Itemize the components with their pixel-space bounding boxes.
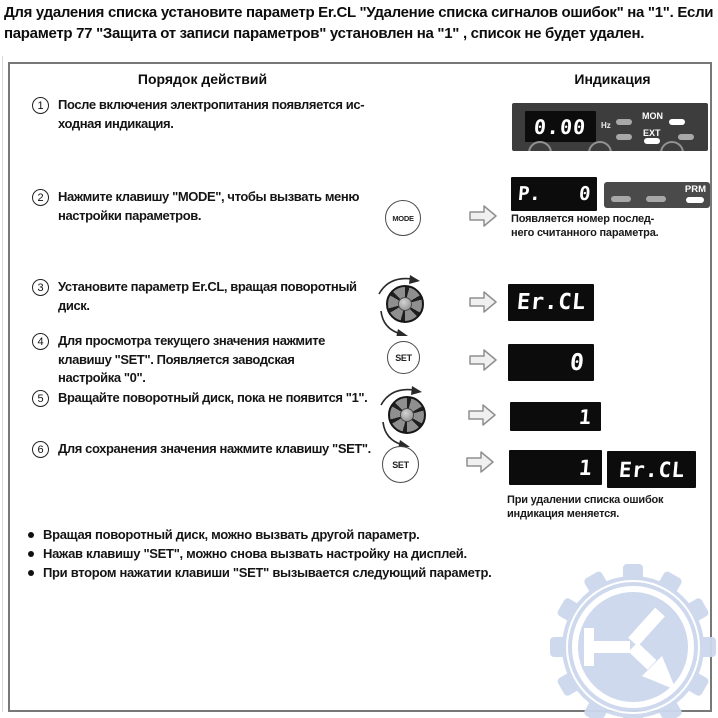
note-item: [28, 565, 588, 580]
indicator-slot: [616, 134, 632, 140]
step-2-line-1: Нажмите клавишу "MODE", чтобы вызвать меню: [58, 189, 360, 204]
step-4-line-1: Для просмотра текущего значения нажмите: [58, 333, 325, 348]
led-display-zero: [508, 344, 594, 381]
note-text-3: При втором нажатии клавиши "SET" вызывается следующий параметр.: [43, 565, 492, 580]
step-3-line-1: Установите параметр Er.CL, вращая поворотный: [58, 279, 357, 294]
indicator-slot: [646, 196, 666, 202]
led-saved-param: Er.CL: [617, 457, 686, 482]
step-4-line-3: настройка "0".: [58, 370, 146, 385]
note-item: [28, 546, 588, 561]
step-number-5-text: 5: [37, 393, 44, 405]
step-text-2: [58, 188, 398, 225]
led-ercl-value: Er.CL: [515, 290, 587, 315]
indicator-slot: [611, 196, 631, 202]
rotary-dial: [374, 274, 434, 336]
step-number-2-text: 2: [37, 192, 44, 204]
led-param-number: 0: [577, 183, 591, 205]
indicator-slot: [678, 134, 694, 140]
set-button: [382, 446, 419, 483]
intro-line-2: параметр 77 "Защита от записи параметров" установлен на "1" , список не будет удален.: [4, 25, 645, 42]
led-display-initial: [525, 111, 596, 142]
step-number-1-text: 1: [37, 100, 44, 112]
panel-knob-arc: [588, 141, 612, 151]
dial-knob: [386, 285, 424, 323]
step-text-5: [58, 389, 398, 408]
step-number-4: [32, 333, 49, 350]
arrow-right-icon: [466, 451, 494, 473]
step-3-line-2: диск.: [58, 297, 90, 313]
set-button-label: SET: [392, 459, 409, 470]
step-6-line-1: Для сохранения значения нажмите клавишу "SET".: [58, 441, 371, 456]
step-text-6: [58, 440, 398, 459]
ext-label: EXT: [643, 128, 661, 138]
step-number-5: [32, 390, 49, 407]
step-4-line-2: клавишу "SET". Появляется заводская: [58, 351, 295, 367]
step-number-4-text: 4: [37, 336, 44, 348]
step-text-3: [58, 278, 398, 315]
note-item: [28, 527, 588, 542]
operator-panel: [512, 103, 708, 151]
note-text-2: Нажав клавишу "SET", можно снова вызвать настройку на дисплей.: [43, 546, 467, 561]
led-display-one: [510, 402, 601, 431]
prm-panel: [604, 182, 710, 208]
step-number-3-text: 3: [37, 282, 44, 294]
led-value-initial: 0.00: [533, 114, 588, 139]
led-param-prefix: P.: [517, 183, 542, 205]
intro-text: [4, 2, 716, 44]
mon-indicator: [669, 119, 685, 125]
arrow-right-icon: [469, 349, 497, 371]
led-zero-value: 0: [569, 349, 586, 376]
dial-hub: [398, 297, 412, 311]
arrow-right-icon: [469, 291, 497, 313]
step-text-4: [58, 332, 398, 388]
step-number-6: [32, 441, 49, 458]
bullet-icon: [28, 532, 34, 538]
indicator-slot: [616, 119, 632, 125]
panel-knob-arc: [660, 141, 684, 151]
bullet-icon: [28, 570, 34, 576]
dial-knob: [388, 396, 426, 434]
step-2-line-2: настройки параметров.: [58, 207, 202, 223]
step-text-1: [58, 96, 398, 133]
rotary-dial: [376, 385, 436, 447]
gear-k-watermark-logo: [548, 562, 718, 718]
arrow-right-icon: [469, 205, 497, 227]
led-display-saved-value: [509, 450, 602, 485]
set-button-label: SET: [395, 352, 412, 363]
mode-button-label: MODE: [392, 213, 414, 223]
prm-label: PRM: [684, 184, 706, 195]
dial-hub: [400, 408, 414, 422]
step-2-caption: [511, 213, 658, 240]
intro-line-1: Для удаления списка установите параметр Er.CL "Удаление списка сигналов ошибок" на "1". Если: [4, 4, 714, 21]
step-5-line-1: Вращайте поворотный диск, пока не появится "1".: [58, 390, 368, 405]
led-saved-value: 1: [578, 455, 594, 480]
step-number-3: [32, 279, 49, 296]
step-6-caption-line-1: При удалении списка ошибок: [507, 494, 664, 506]
column-header-indication: Индикация: [574, 71, 651, 87]
mode-button: [385, 200, 421, 236]
step-2-caption-line-1: Появляется номер послед-: [511, 213, 655, 225]
step-6-caption-line-2: индикация меняется.: [507, 507, 620, 520]
hz-label: Hz: [601, 121, 611, 130]
ext-indicator: [644, 138, 660, 144]
note-text-1: Вращая поворотный диск, можно вызвать другой параметр.: [43, 527, 420, 542]
arrow-right-icon: [468, 404, 496, 426]
mon-label: MON: [642, 111, 663, 121]
step-2-caption-line-2: него считанного параметра.: [511, 226, 659, 239]
step-number-1: [32, 97, 49, 114]
step-number-6-text: 6: [37, 444, 44, 456]
step-1-line-2: ходная индикация.: [58, 115, 174, 131]
led-display-saved-param: [607, 451, 696, 488]
step-number-2: [32, 189, 49, 206]
step-1-line-1: После включения электропитания появляется ис-: [58, 97, 365, 112]
set-button: [387, 341, 420, 374]
led-display-parameter: [511, 177, 597, 211]
step-6-caption: [507, 494, 663, 521]
prm-indicator: [686, 197, 704, 203]
panel-knob-arc: [528, 141, 552, 151]
bullet-icon: [28, 551, 34, 557]
led-display-ercl: [508, 284, 594, 321]
column-header-actions: Порядок действий: [137, 71, 268, 87]
page-edge-line: [2, 56, 3, 712]
led-one-value: 1: [577, 404, 593, 429]
